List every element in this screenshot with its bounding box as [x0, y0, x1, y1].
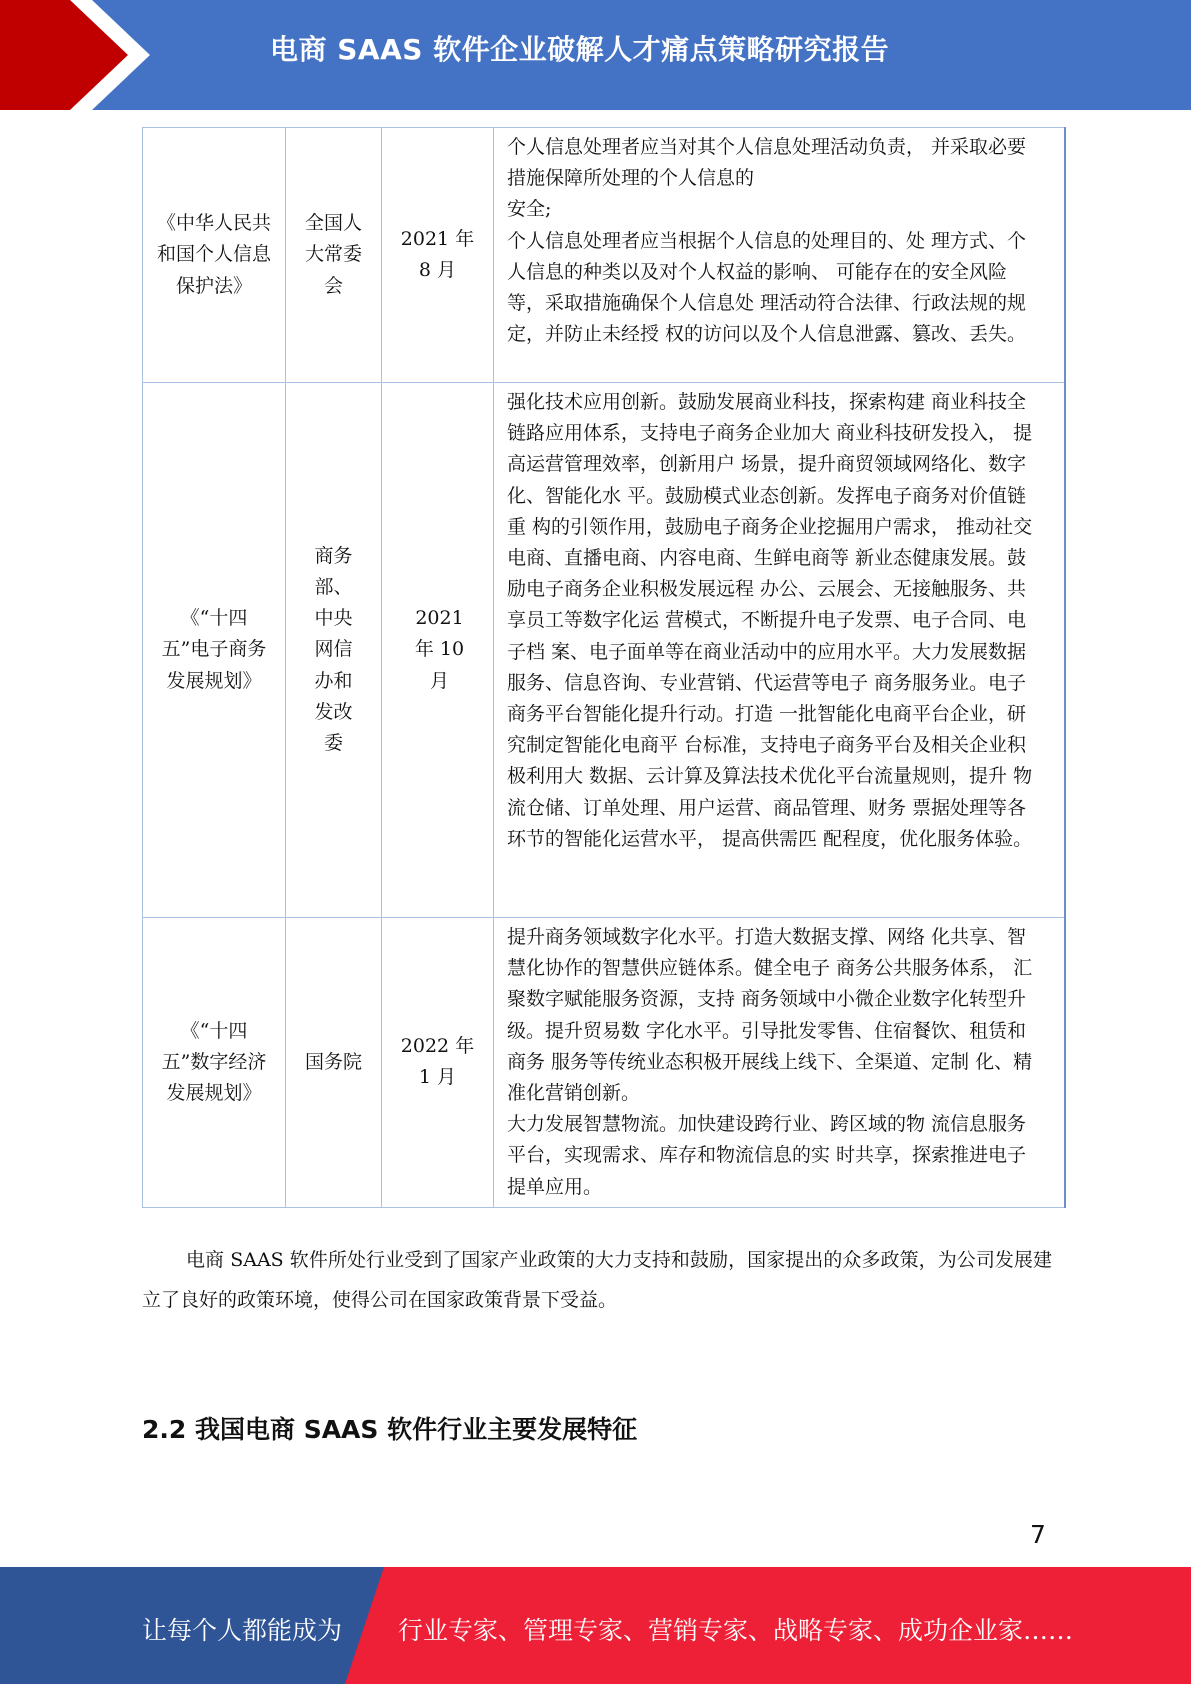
content-paragraph: 强化技术应用创新。鼓励发展商业科技，探索构建 商业科技全链路应用体系，支持电子商务企业加大 商业科技研发投入， 提高运营管理效率，创新用户 场景，提升商贸领域网络化、数字化、智能化水 平。鼓励模式业态创新。发挥电子商务对价值链重 构的引领作用，鼓励电子商务企业挖掘用户需求， 推动社交电商、直播电商、内容电商、生鲜电商等 新业态健康发展。鼓励电子商务企业积极发展远程 办公、云展会、无接触服务、共享员工等数字化运 营模式，不断提升电子发票、电子合同、电子档 案、电子面单等在商业活动中的应用水平。大力发展数据服务、信息咨询、专业营销、代运营等电子 商务服务业。电子商务平台智能化提升行动。打造 一批智能化电商平台企业，研究制定智能化电商平 台标准，支持电子商务平台及相关企业积极利用大 数据、云计算及算法技术优化平台流量规则，提升 物流仓储、订单处理、用户运营、商品管理、财务 票据处理等各环节的智能化运营水平， 提高供需匹 配程度，优化服务体验。 [507, 391, 1033, 850]
page-number: 7 [1030, 1520, 1046, 1549]
content-paragraph: 安全; [507, 198, 552, 221]
table-row [143, 918, 1065, 1208]
issuing-body: 国务院 [286, 918, 382, 1208]
content-paragraph: 个人信息处理者应当根据个人信息的处理目的、处 理方式、个人信息的种类以及对个人权益的影响、 可能存在的安全风险等，采取措施确保个人信息处 理活动符合法律、行政法规的规定，并防止未经授 权的访问以及个人信息泄露、篡改、丢失。 [507, 229, 1027, 346]
policy-name: 《“十四五”数字经济发展规划》 [143, 918, 286, 1208]
issue-date: 2021 年 8 月 [382, 128, 494, 383]
policy-content [494, 128, 1065, 383]
issuing-body: 商务部、中央网信办和发改委 [286, 383, 382, 918]
table-row [143, 383, 1065, 918]
page-header [0, 0, 1191, 110]
policy-content [494, 918, 1065, 1208]
footer-slogan-left: 让每个人都能成为 [142, 1616, 343, 1645]
issuing-body: 全国人大常委会 [286, 128, 382, 383]
issue-date: 2022 年 1 月 [382, 918, 494, 1208]
policy-content [494, 383, 1065, 918]
issue-date: 2021 年 10 月 [382, 383, 494, 918]
policy-name: 《中华人民共和国个人信息保护法》 [143, 128, 286, 383]
policy-name: 《“十四五”电子商务发展规划》 [143, 383, 286, 918]
report-title: 电商 SAAS 软件企业破解人才痛点策略研究报告 [270, 33, 890, 66]
table-row [143, 128, 1065, 383]
page-footer [0, 1567, 1191, 1684]
header-arrow-decoration [0, 0, 155, 110]
content-paragraph: 提升商务领域数字化水平。打造大数据支撑、网络 化共享、智慧化协作的智慧供应链体系。健全电子 商务公共服务体系， 汇聚数字赋能服务资源，支持 商务领域中小微企业数字化转型升级。提升贸易数 字化水平。引导批发零售、住宿餐饮、租赁和商务 服务等传统业态积极开展线上线下、全渠道、定制 化、精准化营销创新。 [507, 926, 1033, 1105]
content-paragraph: 个人信息处理者应当对其个人信息处理活动负责， 并采取必要措施保障所处理的个人信息的 [507, 136, 1027, 190]
policy-table [142, 127, 1066, 1208]
body-paragraph: 电商 SAAS 软件所处行业受到了国家产业政策的大力支持和鼓励，国家提出的众多政策，为公司发展建立了良好的政策环境，使得公司在国家政策背景下受益。 [142, 1249, 1052, 1311]
footer-slogan-right: 行业专家、管理专家、营销专家、战略专家、成功企业家…… [398, 1616, 1074, 1645]
content-paragraph: 大力发展智慧物流。加快建设跨行业、跨区域的物 流信息服务平台，实现需求、库存和物流信息的实 时共享，探索推进电子提单应用。 [507, 1113, 1027, 1198]
section-heading: 2.2 我国电商 SAAS 软件行业主要发展特征 [142, 1415, 638, 1444]
